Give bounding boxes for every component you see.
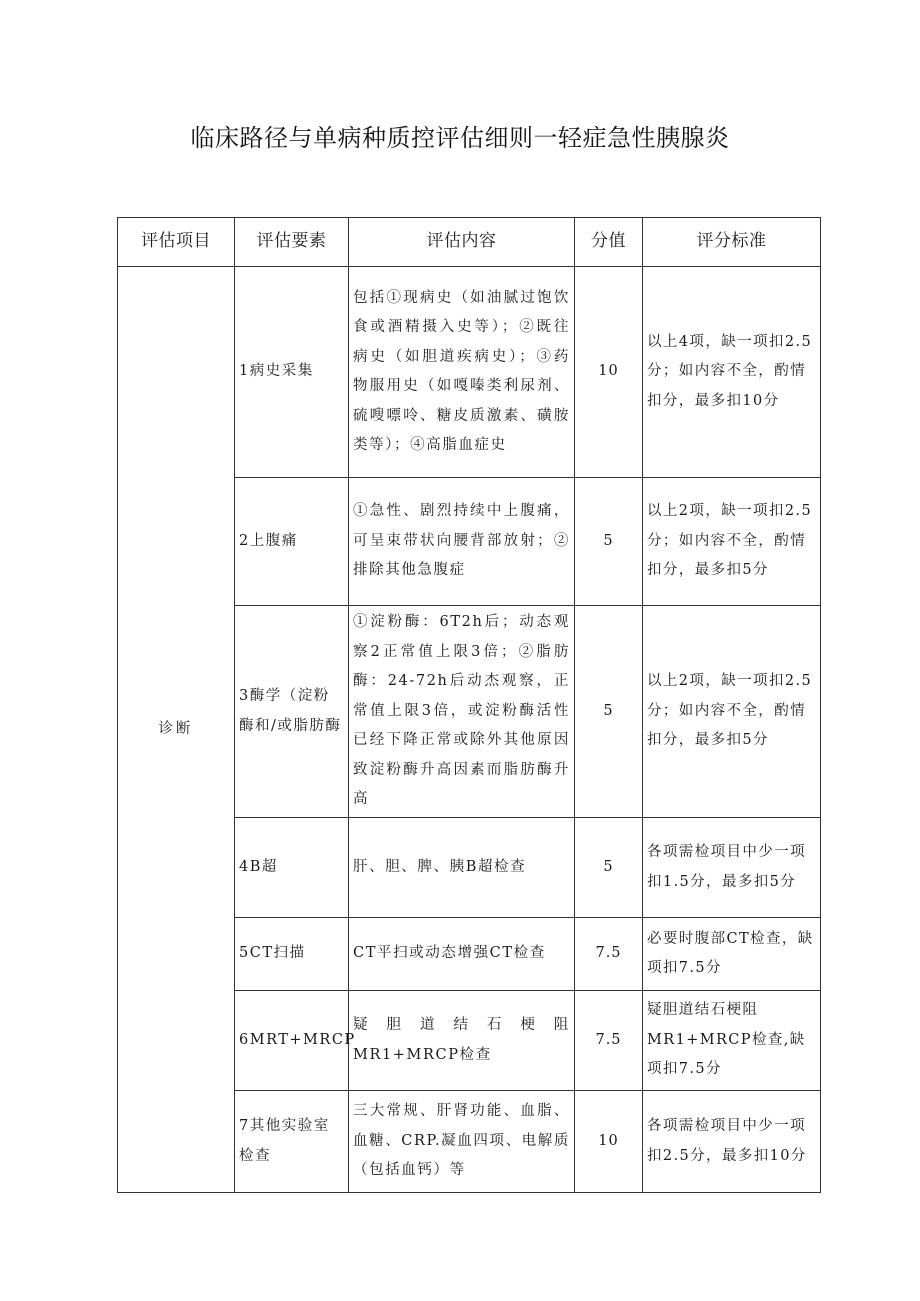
criteria-cell: 各项需检项目中少一项扣2.5分，最多扣10分	[643, 1091, 821, 1193]
score-cell: 7.5	[575, 918, 643, 991]
header-criteria: 评分标准	[643, 218, 821, 267]
content-cell: 肝、胆、脾、胰B超检查	[349, 818, 575, 918]
element-cell: 1病史采集	[235, 267, 349, 478]
table-header-row	[118, 218, 821, 267]
content-cell: 包括①现病史（如油腻过饱饮食或酒精摄入史等）；②既往病史（如胆道疾病史）；③药物服用史（如嘎嗪类利尿剂、硫嗖嘌呤、糖皮质激素、磺胺类等）；④高脂血症史	[349, 267, 575, 478]
score-cell: 5	[575, 606, 643, 818]
element-cell: 2上腹痛	[235, 478, 349, 606]
header-category: 评估项目	[118, 218, 235, 267]
criteria-cell: 必要时腹部CT检查，缺项扣7.5分	[643, 918, 821, 991]
score-cell: 10	[575, 267, 643, 478]
score-cell: 10	[575, 1091, 643, 1193]
criteria-cell: 各项需检项目中少一项扣1.5分，最多扣5分	[643, 818, 821, 918]
content-cell: ①急性、剧烈持续中上腹痛，可呈束带状向腰背部放射；②排除其他急腹症	[349, 478, 575, 606]
category-cell: 诊断	[118, 267, 235, 1193]
header-element: 评估要素	[235, 218, 349, 267]
element-cell: 7其他实验室检查	[235, 1091, 349, 1193]
content-cell: ①淀粉酶：6T2h后；动态观察2正常值上限3倍；②脂肪酶：24-72h后动杰观察，正常值上限3倍，或淀粉酶活性已经下降正常或除外其他原因致淀粉酶升高因素而脂肪酶升高	[349, 606, 575, 818]
element-cell: 4B超	[235, 818, 349, 918]
content-cell: 疑胆道结石梗阻MR1+MRCP检查	[349, 991, 575, 1091]
element-cell: 5CT扫描	[235, 918, 349, 991]
header-content: 评估内容	[349, 218, 575, 267]
criteria-cell: 以上2项，缺一项扣2.5分；如内容不全，酌情扣分，最多扣5分	[643, 478, 821, 606]
element-cell: 6MRT+MRCP	[235, 991, 349, 1091]
table-row	[118, 267, 821, 478]
evaluation-table	[117, 217, 821, 1193]
criteria-cell: 以上4项，缺一项扣2.5分；如内容不全，酌情扣分，最多扣10分	[643, 267, 821, 478]
document-title: 临床路径与单病种质控评估细则一轻症急性胰腺炎	[190, 124, 730, 152]
score-cell: 5	[575, 818, 643, 918]
content-cell: CT平扫或动态增强CT检查	[349, 918, 575, 991]
score-cell: 7.5	[575, 991, 643, 1091]
element-cell: 3酶学（淀粉酶和/或脂肪酶	[235, 606, 349, 818]
header-score: 分值	[575, 218, 643, 267]
criteria-cell: 以上2项，缺一项扣2.5分；如内容不全，酌情扣分，最多扣5分	[643, 606, 821, 818]
content-cell: 三大常规、肝肾功能、血脂、血糖、CRP.凝血四项、电解质（包括血钙）等	[349, 1091, 575, 1193]
score-cell: 5	[575, 478, 643, 606]
criteria-cell: 疑胆道结石梗阻MR1+MRCP检查,缺项扣7.5分	[643, 991, 821, 1091]
